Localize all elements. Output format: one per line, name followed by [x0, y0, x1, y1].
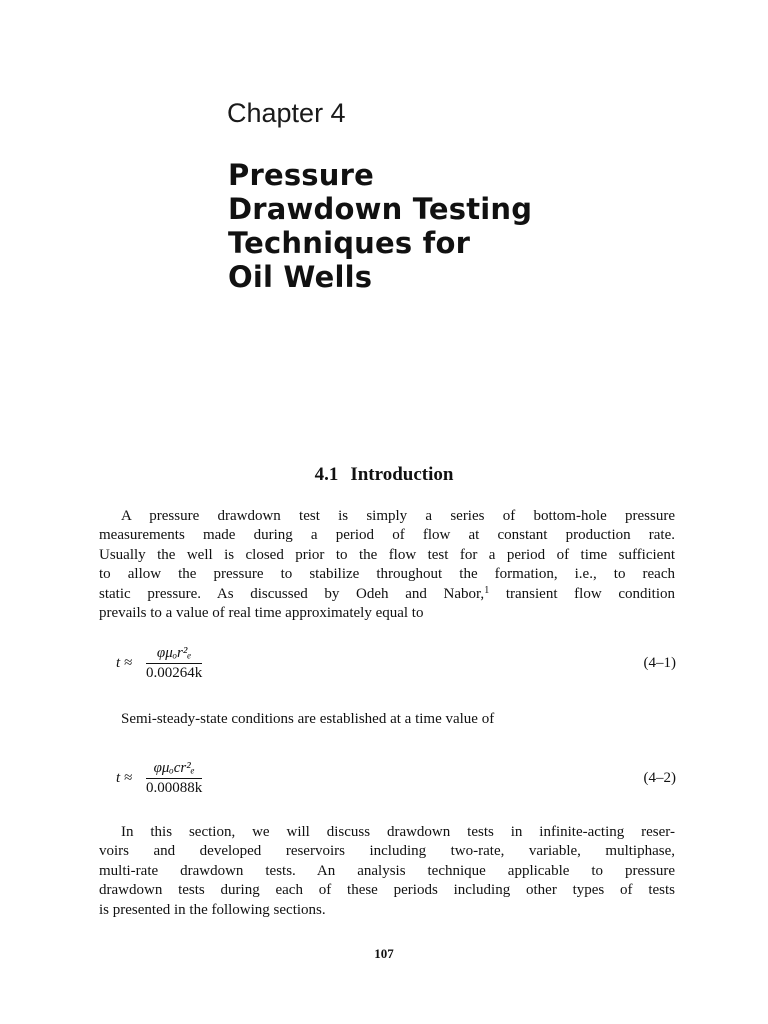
equation-4-1 [116, 645, 676, 685]
paragraph-line: is presented in the following sections. [99, 901, 326, 918]
paragraph-line [99, 585, 675, 604]
paragraph-line: multi-rate drawdown tests. An analysis technique applicable to pressure [99, 862, 675, 879]
paragraph-line: measurements made during a period of flow at constant production rate. [99, 527, 675, 544]
equation-denominator: 0.00088k [146, 780, 203, 796]
equation-lhs: t ≈ [116, 770, 133, 786]
chapter-title-line: Pressure [228, 158, 374, 192]
equation-numerator: φμₒcr²ₑ [153, 760, 195, 776]
semi-steady-paragraph: Semi-steady-state conditions are established at a time value of [121, 711, 495, 727]
chapter-title-line: Oil Wells [228, 260, 373, 294]
chapter-title [228, 158, 532, 294]
paragraph-line: to allow the pressure to stabilize throughout the formation, i.e., to reach [99, 566, 675, 583]
section-title: Introduction [350, 464, 454, 485]
line-text: transient flow condition [489, 585, 675, 602]
equation-denominator: 0.00264k [146, 665, 203, 681]
chapter-label: Chapter 4 [227, 98, 346, 128]
section-heading [0, 464, 768, 486]
equation-4-2 [116, 760, 676, 800]
fraction-bar [146, 778, 202, 779]
paragraph-line: prevails to a value of real time approximately equal to [99, 605, 424, 622]
paragraph-line: voirs and developed reservoirs including two-rate, variable, multiphase, [99, 843, 675, 860]
chapter-title-line: Drawdown Testing [228, 192, 533, 226]
equation-numerator: φμₒr²ₑ [156, 645, 192, 661]
paragraph-line: In this section, we will discuss drawdown tests in infinite-acting reser- [121, 824, 675, 840]
equation-number: (4–1) [643, 655, 676, 671]
paragraph-line: Usually the well is closed prior to the flow test for a period of time sufficient [99, 546, 675, 563]
fraction-bar [146, 663, 202, 664]
page-number: 107 [374, 946, 394, 961]
chapter-title-line: Techniques for [228, 226, 471, 260]
line-text: static pressure. As discussed by Odeh and Nabor, [99, 585, 485, 602]
equation-fraction [146, 645, 202, 682]
equation-number: (4–2) [643, 770, 676, 786]
intro-paragraph [99, 507, 675, 623]
equation-lhs: t ≈ [116, 655, 133, 671]
paragraph-line: drawdown tests during each of these periods including other types of tests [99, 882, 675, 899]
section-overview-paragraph [99, 823, 675, 920]
paragraph-line: A pressure drawdown test is simply a series of bottom-hole pressure [121, 508, 675, 524]
section-number: 4.1 [314, 464, 339, 485]
citation-superscript: 1 [484, 584, 490, 596]
equation-fraction [146, 760, 202, 797]
